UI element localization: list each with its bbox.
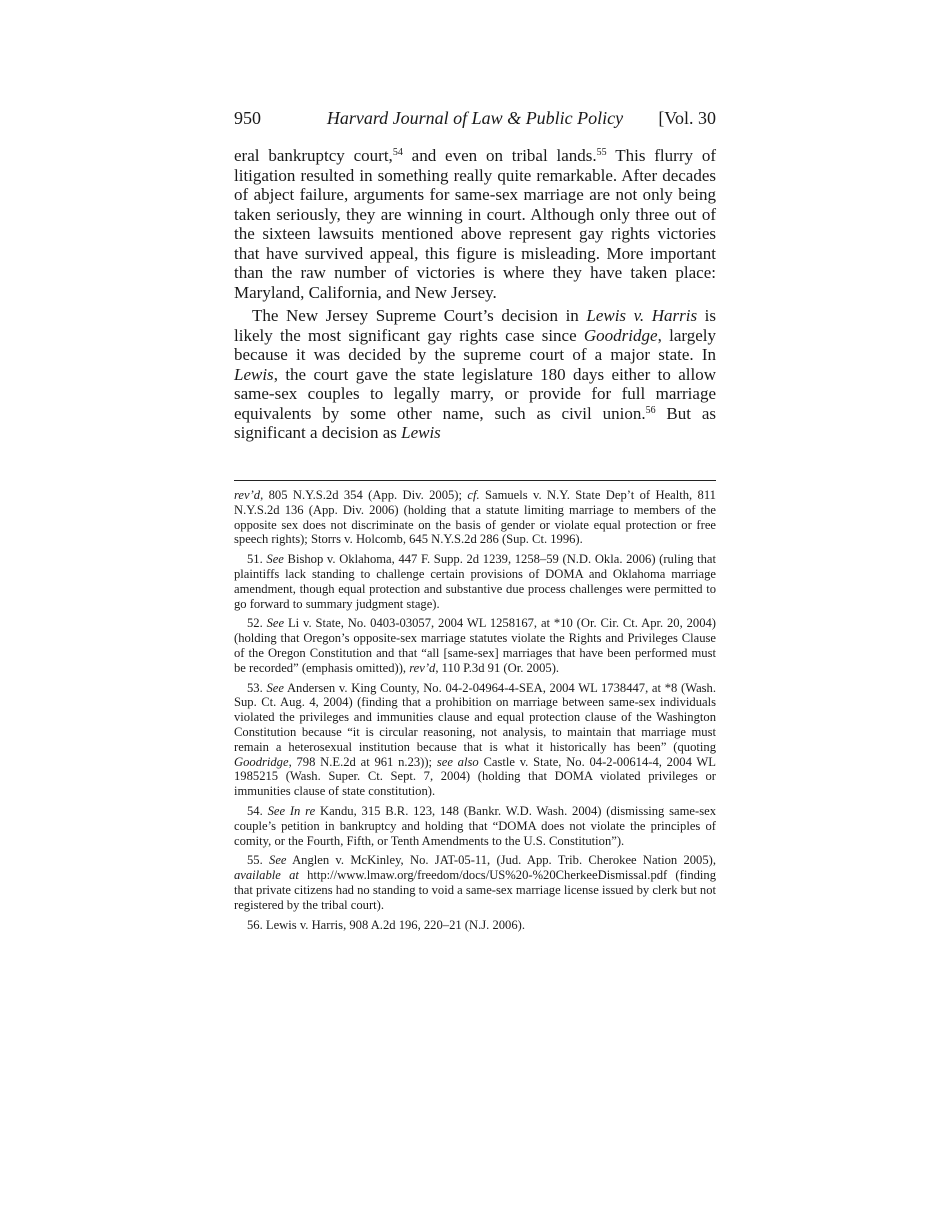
paragraph-1 [234, 146, 716, 302]
footnote-divider [234, 480, 716, 481]
footnote-number: 53. [247, 680, 267, 695]
footnote-54 [234, 804, 716, 848]
text-run: , largely because it was decided by the supreme court of a major state. In [234, 325, 716, 364]
text-run: But as significant a decision as [234, 403, 716, 442]
running-header [234, 108, 716, 132]
footnote-55 [234, 853, 716, 912]
signal-text: See [266, 616, 285, 631]
url-text: http://www.lmaw.org/freedom/docs/US%20-%20CherkeeDismissal.pdf (finding that private citizens had no standing to void a same-sex marriage license issued by clerk but not registered by the tribal court). [234, 868, 717, 912]
text-run: Anglen v. McKinley, No. JAT-05-11, (Jud. App. Trib. Cherokee Nation 2005), [286, 853, 716, 868]
footnote-number: 55. [247, 853, 270, 868]
case-name: Lewis v. Harris [586, 306, 698, 325]
footnote-51 [234, 552, 716, 611]
text-run: , 798 N.E.2d at 961 n.23)); [288, 754, 437, 769]
signal-text: rev’d [234, 488, 261, 502]
main-text [234, 146, 716, 443]
signal-text: cf. [467, 488, 480, 502]
footnote-continuation [234, 488, 716, 547]
footnote-52 [234, 616, 716, 675]
paragraph-2 [234, 306, 716, 443]
text-run: eral bankruptcy court, [234, 146, 393, 165]
footnotes-section [234, 488, 716, 937]
text-run: Andersen v. King County, No. 04-2-04964-4-SEA, 2004 WL 1738447, at *8 (Wash. Sup. Ct. Aug. 4, 2004) (finding that a prohibition on marriage between same-sex individuals violated the privileges and immunities clause and equal protection clause of the Washington Constitution because “it is circular reasoning, not analysis, to maintain that marriage must remain a heterosexual institution because that is what it historically has been” (quoting [234, 680, 717, 754]
signal-text: See [266, 552, 284, 567]
case-name: Lewis [234, 364, 274, 384]
text-run: Bishop v. Oklahoma, 447 F. Supp. 2d 1239, 1258–59 (N.D. Okla. 2006) (ruling that plaintiffs lack standing to challenge certain provisions of DOMA and Oklahoma marriage amendment, though equal protection and substantive due process challenges were permitted to go forward to summary judgment stage). [234, 552, 716, 611]
journal-title: Harvard Journal of Law & Public Policy [326, 108, 624, 128]
footnote-number: 51. [247, 552, 267, 567]
signal-text: See In re [267, 803, 316, 818]
text-run: is likely the most significant gay rights case since [234, 306, 716, 345]
signal-text: See [266, 680, 284, 695]
case-name: Goodridge [234, 754, 289, 769]
signal-text: see also [436, 754, 479, 769]
text-run: and even on tribal lands. [402, 146, 597, 165]
signal-text: rev’d [409, 660, 436, 675]
signal-text: See [269, 853, 287, 868]
signal-text: available at [234, 868, 299, 883]
text-run: Li v. State, No. 0403-03057, 2004 WL 1258167, at *10 (Or. Cir. Ct. Apr. 20, 2004) (holding that Oregon’s opposite-sex marriage statutes violate the Rights and Privileges Clause of the Oregon Constitution and that “all [same-sex] marriages that have been performed must be recorded” (emphasis omitted)), [234, 616, 717, 675]
text-run: Lewis v. Harris, 908 A.2d 196, 220–21 (N.J. 2006). [265, 917, 525, 932]
page-number: 950 [234, 108, 261, 128]
text-run: Kandu, 315 B.R. 123, 148 (Bankr. W.D. Wash. 2004) (dismissing same-sex couple’s petition in bankruptcy and holding that “DOMA does not violate the principles of comity, or the Fourth, Fifth, or Tenth Amendments to the U.S. Constitution”). [234, 803, 717, 848]
volume-label: [Vol. 30 [658, 108, 716, 128]
footnote-number: 54. [247, 803, 268, 818]
case-name: Goodridge [583, 325, 658, 345]
text-run: Castle v. State, No. 04-2-00614-4, 2004 WL 1985215 (Wash. Super. Ct. Sept. 7, 2004) (holding that DOMA violated privileges or immunities clause of state constitution). [234, 754, 716, 799]
footnote-53 [234, 681, 716, 799]
text-run: , 110 P.3d 91 (Or. 2005). [435, 660, 560, 675]
case-name: Lewis [401, 423, 441, 442]
footnote-ref-54[interactable]: 54 [392, 147, 403, 158]
text-run: Samuels v. N.Y. State Dep’t of Health, 811 N.Y.S.2d 136 (App. Div. 2006) (holding that a statute limiting marriage to members of the opposite sex does not discriminate on the basis of gender or violate equal protection or free speech rights); Storrs v. Holcomb, 645 N.Y.S.2d 286 (Sup. Ct. 1996). [234, 488, 716, 547]
footnote-number: 56. [247, 917, 266, 932]
text-run: , the court gave the state legislature 180 days either to allow same-sex couples to legally marry, or provide for full marriage equivalents by some other name, such as civil union. [234, 364, 716, 423]
footnote-number: 52. [247, 616, 267, 631]
text-run: , 805 N.Y.S.2d 354 (App. Div. 2005); [260, 488, 468, 502]
text-run: The New Jersey Supreme Court’s decision in [252, 306, 587, 325]
footnote-ref-56[interactable]: 56 [645, 404, 656, 416]
footnote-ref-55[interactable]: 55 [596, 147, 607, 158]
text-run: This flurry of litigation resulted in something really quite remarkable. After decades of abject failure, arguments for same-sex marriage are not only being taken seriously, they are winning in court. Although only three out of the sixteen lawsuits mentioned above represent gay rights victories that have survived appeal, this figure is misleading. More important than the raw number of victories is where they have taken place: Maryland, California, and New Jersey. [234, 146, 716, 302]
footnote-56 [234, 918, 716, 933]
